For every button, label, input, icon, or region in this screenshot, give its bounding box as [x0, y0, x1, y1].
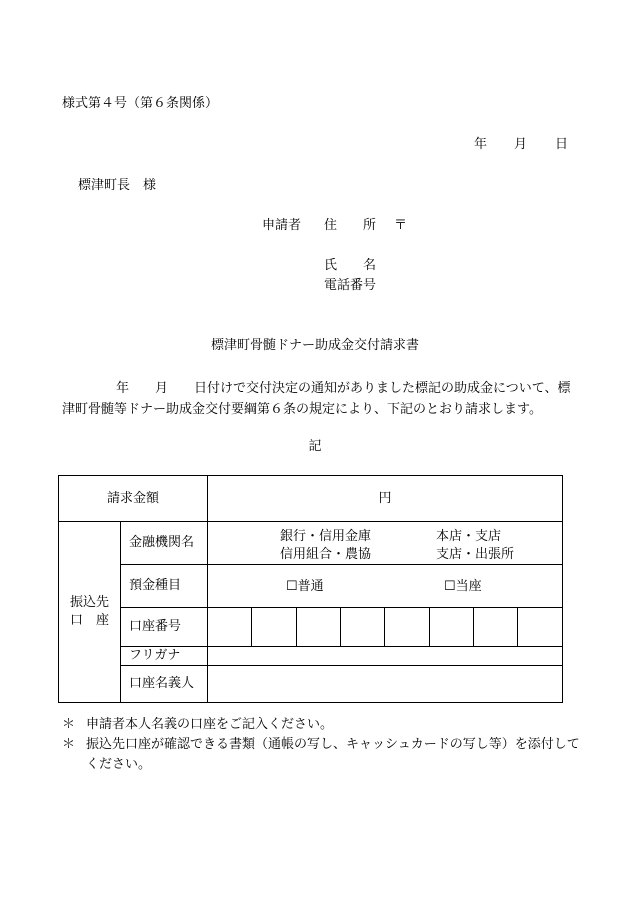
branch-type-options — [436, 528, 514, 563]
addressee: 標津町長 様 — [78, 178, 157, 193]
bank-label: 金融機関名 — [121, 522, 208, 565]
bank-option-2: 信用組合・農協 — [280, 546, 372, 562]
account-type-ordinary-checkbox[interactable]: ☐普通 — [286, 579, 324, 594]
note-text: 申請者本人名義の口座をご記入ください。 — [86, 717, 334, 732]
phone-label: 電話番号 — [324, 278, 377, 293]
account-number-row — [59, 608, 563, 647]
account-digit-cell[interactable] — [341, 608, 385, 647]
branch-option-2: 支店・出張所 — [436, 546, 515, 562]
bank-type-options — [280, 528, 371, 563]
amount-label: 請求金額 — [59, 476, 208, 522]
bank-name-field[interactable] — [208, 522, 563, 565]
asterisk-mark: ＊ — [62, 717, 76, 732]
asterisk-mark: ＊ — [62, 737, 76, 752]
account-type-row — [59, 565, 563, 608]
account-type-current-checkbox[interactable]: ☐当座 — [444, 579, 482, 594]
account-number-label: 口座番号 — [121, 608, 208, 647]
bank-option-1: 銀行・信用金庫 — [280, 529, 372, 544]
account-type-label: 預金種目 — [121, 565, 208, 608]
transfer-account-label — [59, 522, 121, 703]
account-digit-cell[interactable] — [385, 608, 430, 647]
body-line-2: 津町骨髄等ドナー助成金交付要綱第６条の規定により、下記のとおり請求します。 — [62, 402, 542, 417]
notes — [62, 715, 582, 775]
document-title: 標津町骨髄ドナー助成金交付請求書 — [210, 338, 419, 353]
furigana-label: フリガナ — [121, 647, 208, 666]
note-item — [62, 735, 582, 775]
account-digit-cell[interactable] — [297, 608, 341, 647]
account-type-field — [208, 565, 563, 608]
holder-row — [59, 665, 563, 702]
account-digit-cell[interactable] — [518, 608, 563, 647]
postal-mark: 〒 — [394, 218, 408, 233]
request-table — [58, 475, 563, 703]
furigana-field[interactable] — [208, 647, 563, 666]
furigana-row — [59, 647, 563, 666]
transfer-label-line-2: 口 座 — [69, 612, 109, 628]
account-digit-cell[interactable] — [430, 608, 474, 647]
date-day-label: 日 — [555, 137, 569, 152]
address-label: 住 所 — [324, 218, 377, 233]
amount-value-field[interactable] — [208, 476, 563, 522]
applicant-label: 申請者 — [262, 218, 302, 233]
form-number: 様式第４号（第６条関係） — [62, 96, 219, 111]
branch-option-1: 本店・支店 — [436, 529, 502, 544]
bank-row — [59, 522, 563, 565]
body-text — [62, 378, 572, 420]
ki-heading: 記 — [308, 439, 322, 454]
transfer-label-line-1: 振込先 — [69, 595, 109, 611]
holder-field[interactable] — [208, 665, 563, 702]
note-item — [62, 715, 582, 735]
date-month-label: 月 — [514, 137, 528, 152]
note-text: 振込先口座が確認できる書類（通帳の写し、キャッシュカードの写し等）を添付してください。 — [86, 737, 580, 772]
date-year-label: 年 — [474, 137, 488, 152]
amount-unit: 円 — [378, 490, 392, 506]
body-line-1: 年 月 日付けで交付決定の通知がありました標記の助成金について、標 — [116, 381, 571, 396]
account-digit-cell[interactable] — [208, 608, 252, 647]
account-digit-cell[interactable] — [252, 608, 297, 647]
name-label: 氏 名 — [324, 258, 377, 273]
account-digit-cell[interactable] — [474, 608, 518, 647]
amount-row — [59, 476, 563, 522]
holder-label: 口座名義人 — [121, 665, 208, 702]
